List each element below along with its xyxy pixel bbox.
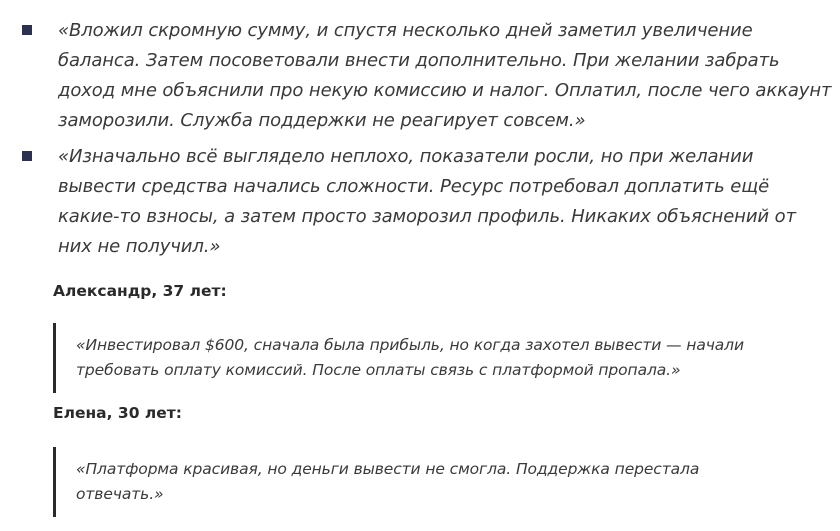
- list-item: [22, 142, 832, 262]
- square-bullet-icon: [22, 151, 32, 161]
- review-author: Александр, 37 лет:: [53, 282, 227, 300]
- quote-text: «Инвестировал $600, сначала была прибыль, но когда захотел вывести — начали требовать оплату комиссий. После оплаты связь с платформой пропала.»: [76, 336, 744, 379]
- bullet-text: «Вложил скромную сумму, и спустя несколько дней заметил увеличение баланса. Затем посоветовали внести дополнительно. При желании забрать доход мне объяснили про некую комиссию и налог. Оплатил, после чего аккаунт заморозили. Служба поддержки не реагирует совсем.»: [58, 20, 832, 131]
- blockquote: [53, 323, 753, 393]
- square-bullet-icon: [22, 25, 32, 35]
- blockquote: [53, 447, 753, 517]
- testimonial-bullet-list: [22, 16, 832, 268]
- bullet-text: «Изначально всё выглядело неплохо, показатели росли, но при желании вывести средства начались сложности. Ресурс потребовал доплатить ещё какие-то взносы, а затем просто заморозил профиль. Никаких объяснений от них не получил.»: [58, 146, 796, 257]
- list-item: [22, 16, 832, 136]
- review-author: Елена, 30 лет:: [53, 404, 182, 422]
- quote-text: «Платформа красивая, но деньги вывести не смогла. Поддержка перестала отвечать.»: [76, 460, 700, 503]
